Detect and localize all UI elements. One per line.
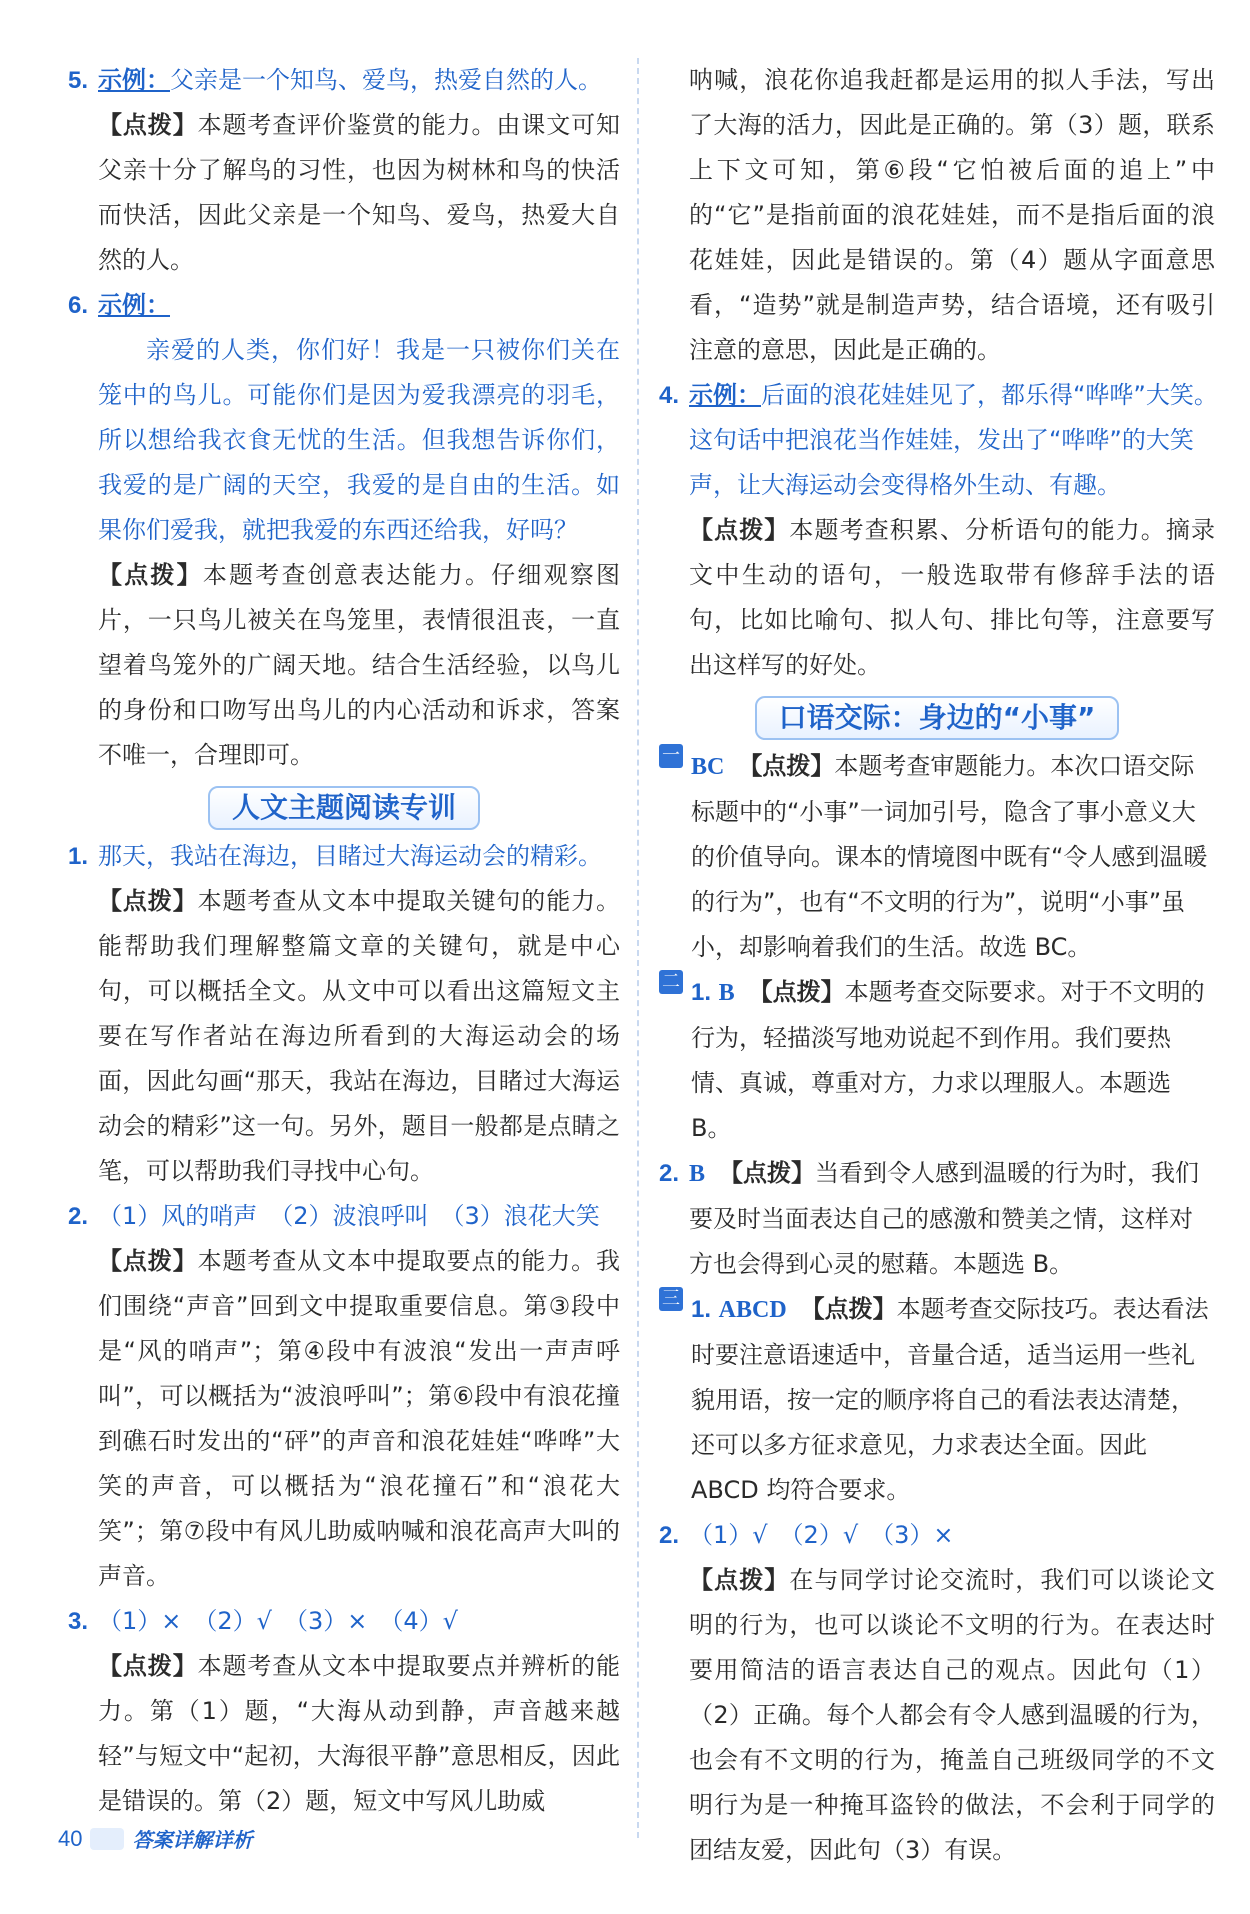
question-5 (68, 58, 620, 103)
column-divider (637, 58, 639, 1838)
hint-tag: 【点拨】 (98, 111, 198, 139)
section-title: 人文主题阅读专训 (68, 786, 620, 830)
hint-tag: 【点拨】 (719, 1159, 816, 1187)
hint-text: 本题考查从文本中提取要点的能力。我们围绕“声音”回到文中提取重要信息。第③段中是“风的哨声”；第④段中有波浪“发出一声声呼叫”，可以概括为“波浪呼叫”；第⑥段中有浪花撞到礁石时发出的“砰”的声音和浪花娃娃“哗哗”大笑的声音，可以概括为“浪花撞石”和“浪花大笑”；第⑦段中有风儿助威呐喊和浪花高声大叫的声音。 (98, 1247, 621, 1590)
answer-text: BC (691, 754, 725, 780)
hint-text: 本题考查从文本中提取关键句的能力。能帮助我们理解整篇文章的关键句，就是中心句，可以概括全文。从文中可以看出这篇短文主要在写作者站在海边所看到的大海运动会的场面，因此勾画“那天，我站在海边，目睹过大海运动会的精彩”这一句。另外，题目一般都是点睛之笔，可以帮助我们寻找中心句。 (98, 887, 621, 1185)
question-number: 6. (68, 292, 89, 319)
reading-question-2 (68, 1194, 620, 1239)
section-title: 口语交际：身边的“小事” (659, 696, 1215, 740)
hint-tag: 【点拨】 (689, 516, 790, 544)
hint-tag: 【点拨】 (748, 978, 845, 1006)
oral-part-1 (659, 744, 1215, 970)
hint-text: 本题考查创意表达能力。仔细观察图片，一只鸟儿被关在鸟笼里，表情很沮丧，一直望着鸟笼外的广阔天地。结合生活经验，以鸟儿的身份和口吻写出鸟儿的内心活动和诉求，答案不唯一，合理即可。 (98, 561, 621, 769)
hint-text: 本题考查交际技巧。表达看法时要注意语速适中，音量合适，适当运用一些礼貌用语，按一定的顺序将自己的看法表达清楚，还可以多方征求意见，力求表达全面。因此 ABCD 均符合要求。 (691, 1295, 1209, 1504)
answer-text: 后面的浪花娃娃见了，都乐得“哗哗”大笑。 这句话中把浪花当作娃娃，发出了“哗哗”的大笑声，让大海运动会变得格外生动、有趣。 (689, 381, 1230, 499)
hint-tag: 【点拨】 (98, 887, 198, 915)
answer-text: （1）√ （2）√ （3）× (689, 1521, 954, 1549)
page-footer (58, 1824, 252, 1853)
hint-tag: 【点拨】 (800, 1295, 897, 1323)
hint-text: 当看到令人感到温暖的行为时，我们要及时当面表达自己的感激和赞美之情，这样对方也会得到心灵的慰藉。本题选 B。 (689, 1159, 1200, 1278)
example-label: 示例： (98, 291, 170, 319)
reading-question-1 (68, 834, 620, 879)
oral-part-2-item-2 (659, 1151, 1215, 1287)
answer-text: （1）风的哨声 （2）波浪呼叫 （3）浪花大笑 (98, 1202, 600, 1230)
question-number: 4. (659, 382, 680, 409)
roman-numeral-badge: 一 (659, 744, 683, 768)
question-number: 1. (68, 843, 89, 870)
hint-tag: 【点拨】 (98, 561, 203, 589)
page-number: 40 (58, 1825, 83, 1851)
hint-text: 本题考查从文本中提取要点并辨析的能力。第（1）题，“大海从动到静，声音越来越轻”与短文中“起初，大海很平静”意思相反，因此是错误的。第（2）题，短文中写风儿助威 (98, 1652, 621, 1815)
answer-text: B (689, 1161, 706, 1187)
reading-question-3 (68, 1599, 620, 1644)
hint-tag: 【点拨】 (738, 752, 835, 780)
hint-text: 在与同学讨论交流时，我们可以谈论文明的行为，也可以谈论不文明的行为。在表达时要用简洁的语言表达自己的观点。因此句（1）（2）正确。每个人都会有令人感到温暖的行为，也会有不文明的行为，掩盖自己班级同学的不文明行为是一种掩耳盗铃的做法，不会利于同学的团结友爱，因此句（3）有误。 (689, 1566, 1216, 1864)
oral-part-2 (659, 970, 1215, 1151)
question-number: 2. (68, 1203, 89, 1230)
oral-part-3 (659, 1287, 1215, 1513)
question-number: 1. (691, 979, 712, 1006)
hint-text: 本题考查评价鉴赏的能力。由课文可知父亲十分了解鸟的习性，也因为树林和鸟的快活而快活，因此父亲是一个知鸟、爱鸟，热爱大自然的人。 (98, 111, 621, 274)
left-column (68, 58, 620, 1824)
answer-text: B (718, 980, 735, 1006)
question-number: 3. (68, 1608, 89, 1635)
roman-numeral-badge: 二 (659, 970, 683, 994)
hint-tag: 【点拨】 (98, 1247, 198, 1275)
question-6 (68, 283, 620, 328)
answer-text: 那天，我站在海边，目睹过大海运动会的精彩。 (98, 842, 602, 870)
hint-text: 本题考查审题能力。本次口语交际标题中的“小事”一词加引号，隐含了事小意义大的价值导向。课本的情境图中既有“令人感到温暖的行为”，也有“不文明的行为”，说明“小事”虽小，却影响着我们的生活。故选 BC。 (691, 752, 1208, 961)
oral-part-3-item-2 (659, 1513, 1215, 1558)
sample-letter: 亲爱的人类，你们好！我是一只被你们关在笼中的鸟儿。可能你们是因为爱我漂亮的羽毛，所以想给我衣食无忧的生活。但我想告诉你们，我爱的是广阔的天空，我爱的是自由的生活。如果你们爱我，就把我爱的东西还给我，好吗？ (98, 336, 620, 544)
example-label: 示例： (98, 66, 170, 94)
hint-tag: 【点拨】 (98, 1652, 198, 1680)
question-number: 2. (659, 1522, 680, 1549)
question-number: 5. (68, 67, 89, 94)
roman-numeral-badge: 三 (659, 1287, 683, 1311)
answer-text: （1）× （2）√ （3）× （4）√ (98, 1607, 458, 1635)
continued-text: 呐喊，浪花你追我赶都是运用的拟人手法，写出了大海的活力，因此是正确的。第（3）题，联系上下文可知，第⑥段“它怕被后面的追上”中的“它”是指前面的浪花娃娃，而不是指后面的浪花娃娃，因此是错误的。第（4）题从字面意思看，“造势”就是制造声势，结合语境，还有吸引注意的意思，因此是正确的。 (689, 66, 1215, 364)
reading-question-4 (659, 373, 1230, 508)
publisher-logo-icon (90, 1828, 124, 1850)
answer-text: 父亲是一个知鸟、爱鸟，热爱自然的人。 (170, 66, 602, 94)
right-column (659, 58, 1230, 1873)
question-number: 1. (691, 1296, 712, 1323)
hint-tag: 【点拨】 (689, 1566, 790, 1594)
hint-text: 本题考查交际要求。对于不文明的行为，轻描淡写地劝说起不到作用。我们要热情、真诚，尊重对方，力求以理服人。本题选 B。 (691, 978, 1205, 1142)
example-label: 示例： (689, 381, 761, 409)
footer-label: 答案详解详析 (132, 1828, 253, 1852)
answer-text: ABCD (718, 1297, 787, 1323)
hint-text: 本题考查积累、分析语句的能力。摘录文中生动的语句，一般选取带有修辞手法的语句，比如比喻句、拟人句、排比句等，注意要写出这样写的好处。 (689, 516, 1216, 679)
question-number: 2. (659, 1160, 680, 1187)
